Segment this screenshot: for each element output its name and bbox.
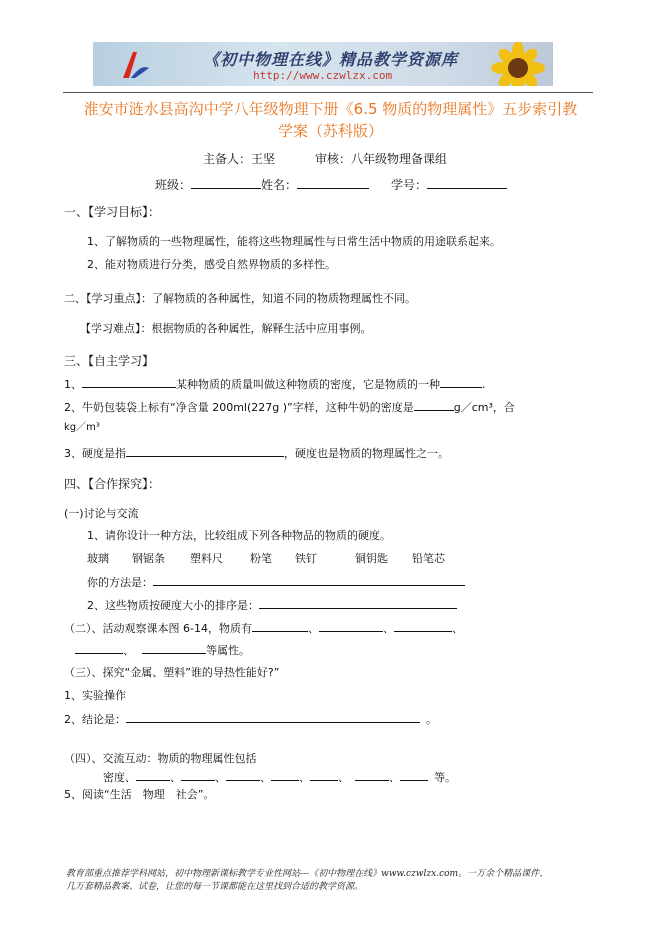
banner-url: http://www.czwlzx.com: [253, 69, 393, 82]
site-logo-icon: [119, 48, 153, 82]
s3-q2-unit: kg／m³: [64, 422, 100, 433]
document-title: [0, 98, 661, 142]
header-banner: [93, 42, 553, 86]
s4-sub2-cont: 、 等属性。: [75, 641, 250, 658]
s4-sub3-q1: 1、实验操作: [64, 689, 126, 702]
footer-line-1: 教育部重点推荐学科网站，初中物理新课标教学专业性网站---《初中物理在线》www.czwlzx.com。一万余个精品课件、: [66, 869, 549, 879]
material-7: 铅笔芯: [412, 552, 445, 565]
id-blank[interactable]: [427, 176, 507, 189]
q3-blank[interactable]: [126, 444, 284, 457]
s3-q2: 2、牛奶包装袋上标有“净含量 200ml(227g )”字样，这种牛奶的密度是 g／cm³，合: [64, 398, 515, 415]
s4-sub3-q2: 2、结论是： 。: [64, 710, 437, 727]
conclusion-blank[interactable]: [126, 710, 420, 723]
order-row: 2、这些物质按硬度大小的排序是：: [87, 596, 457, 613]
s4-sub4-row: 密度、 、 、 、 、 、 、 等。: [103, 768, 456, 785]
s4-sub5: 5、阅读“生活 物理 社会”。: [64, 788, 215, 801]
s3-q1: 1、 某种物质的质量叫做这种物质的密度，它是物质的一种 .: [64, 375, 486, 392]
banner-title: 《初中物理在线》精品教学资源库: [203, 50, 459, 69]
method-row: 你的方法是：: [87, 573, 465, 590]
name-blank[interactable]: [297, 176, 369, 189]
class-label: 班级：: [155, 178, 192, 192]
q1-blank-2[interactable]: [440, 375, 482, 388]
attr-blank-5[interactable]: [310, 768, 338, 781]
preparer: 主备人：王坚: [203, 152, 276, 166]
s1-item-2: 2、能对物质进行分类，感受自然界物质的多样性。: [87, 258, 336, 271]
reviewer: 审核：八年级物理备课组: [315, 152, 448, 166]
s3-q3: 3、硬度是指 ，硬度也是物质的物理属性之一。: [64, 444, 449, 461]
s4-sub2: （二）、活动观察课本图 6-14，物质有 、 、 、: [64, 619, 463, 636]
footer: [66, 868, 548, 894]
material-5: 铁钉: [295, 552, 317, 565]
attr-blank-1[interactable]: [136, 768, 170, 781]
order-blank[interactable]: [259, 596, 457, 609]
s2-difficulty: 【学习难点】：根据物质的各种属性，解释生活中应用事例。: [80, 322, 372, 335]
class-row: [155, 176, 507, 193]
material-2: 钢锯条: [132, 552, 165, 565]
s1-item-1: 1、了解物质的一些物理属性，能将这些物理属性与日常生活中物质的用途联系起来。: [87, 235, 501, 248]
method-blank[interactable]: [153, 573, 465, 586]
prop-blank-1[interactable]: [252, 619, 308, 632]
footer-line-2: 几万套精品教案、试卷，让您的每一节课都能在这里找到合适的教学资源。: [66, 882, 364, 892]
class-blank[interactable]: [191, 176, 261, 189]
material-6: 铜钥匙: [355, 552, 388, 565]
attr-blank-7[interactable]: [400, 768, 428, 781]
name-label: 姓名：: [261, 178, 298, 192]
material-3: 塑料尺: [190, 552, 223, 565]
attr-blank-4[interactable]: [271, 768, 299, 781]
prop-blank-3[interactable]: [394, 619, 452, 632]
s4-sub1-q1: 1、请你设计一种方法，比较组成下列各种物品的物质的硬度。: [87, 529, 391, 542]
s4-sub3: （三）、探究“金属、塑料”谁的导热性能好?”: [64, 666, 280, 679]
material-1: 玻璃: [87, 552, 109, 565]
attr-blank-2[interactable]: [181, 768, 215, 781]
s4-heading: 四、【合作探究】：: [64, 477, 161, 491]
attr-blank-3[interactable]: [226, 768, 260, 781]
s2-key-points: 二、【学习重点】：了解物质的各种属性，知道不同的物质物理属性不同。: [64, 292, 416, 305]
prop-blank-4[interactable]: [75, 641, 123, 654]
s3-heading: 三、【自主学习】: [64, 354, 155, 368]
sunflower-icon: [478, 42, 553, 86]
id-label: 学号：: [391, 178, 428, 192]
header-divider: [63, 92, 593, 93]
prop-blank-2[interactable]: [319, 619, 383, 632]
title-line-1: 淮安市涟水县高沟中学八年级物理下册《6.5 物质的物理属性》五步索引教: [83, 100, 578, 118]
s1-heading: 一、【学习目标】：: [64, 205, 161, 219]
s4-sub4: （四）、交流互动：物质的物理属性包括: [64, 752, 257, 765]
s4-sub1: (一)讨论与交流: [64, 507, 139, 520]
q2-blank[interactable]: [414, 398, 454, 411]
q1-blank-1[interactable]: [82, 375, 176, 388]
title-line-2: 学案（苏科版）: [277, 122, 383, 140]
prop-blank-5[interactable]: [142, 641, 206, 654]
attr-blank-6[interactable]: [355, 768, 389, 781]
material-4: 粉笔: [250, 552, 272, 565]
